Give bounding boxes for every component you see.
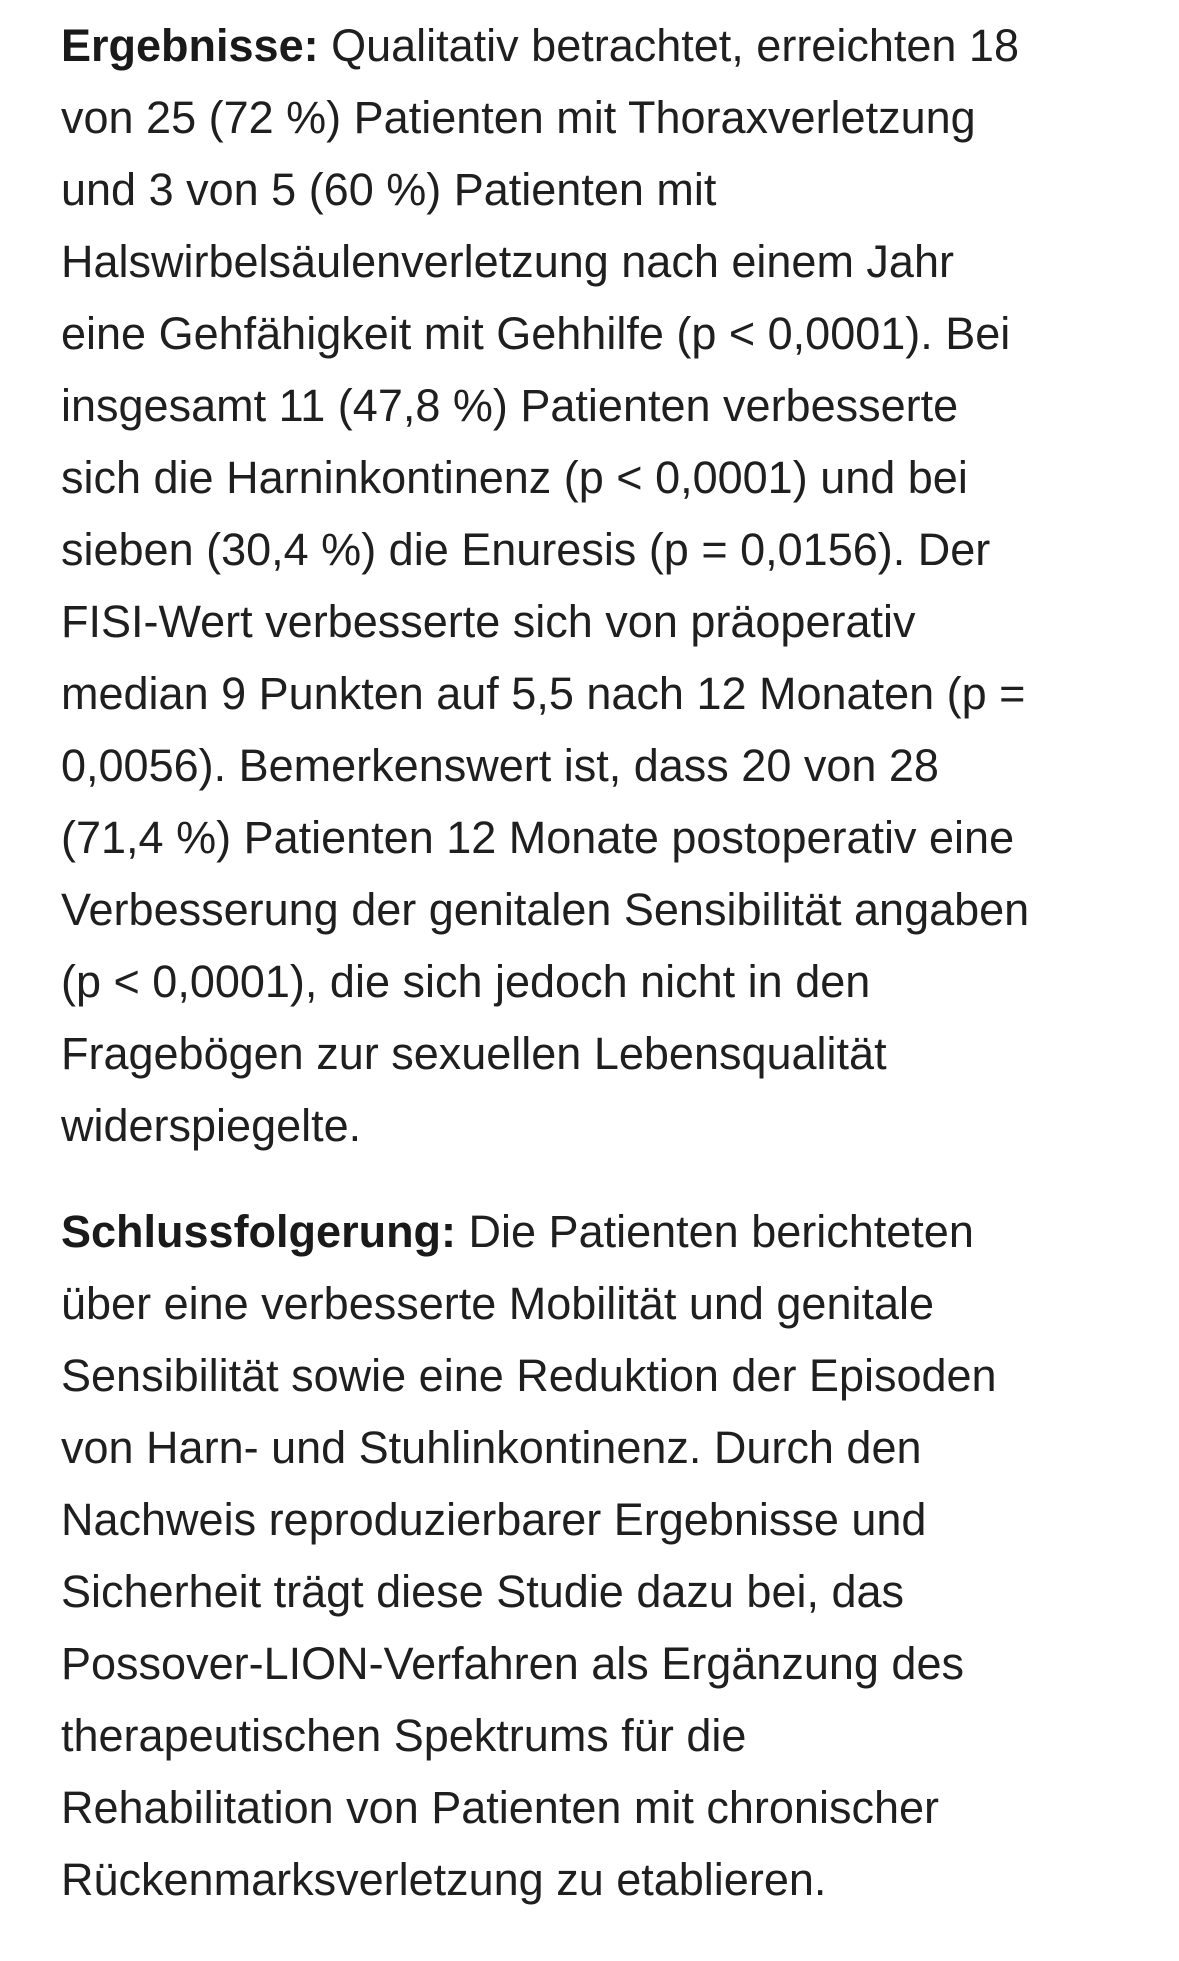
conclusion-line-9: Rehabilitation von Patienten mit chronischer [61,1782,939,1833]
conclusion-line-5: Nachweis reproduzierbarer Ergebnisse und [61,1494,927,1545]
text-line [61,10,1131,82]
results-line-6: insgesamt 11 (47,8 %) Patienten verbesserte [61,380,959,431]
results-label: Ergebnisse: [61,20,319,71]
results-line-10: median 9 Punkten auf 5,5 nach 12 Monaten (p = [61,668,1026,719]
results-paragraph [61,10,1131,1162]
conclusion-paragraph [61,1196,1131,1916]
results-line-7: sich die Harninkontinenz (p < 0,0001) und bei [61,452,968,503]
results-line-8: sieben (30,4 %) die Enuresis (p = 0,0156). Der [61,524,991,575]
results-line-2: von 25 (72 %) Patienten mit Thoraxverletzung [61,92,976,143]
results-line-5: eine Gehfähigkeit mit Gehhilfe (p < 0,0001). Bei [61,308,1011,359]
results-line-1: Qualitativ betrachtet, erreichten 18 [318,20,1019,71]
conclusion-line-6: Sicherheit trägt diese Studie dazu bei, das [61,1566,905,1617]
conclusion-line-3: Sensibilität sowie eine Reduktion der Episoden [61,1350,997,1401]
conclusion-label: Schlussfolgerung: [61,1206,457,1257]
results-line-11: 0,0056). Bemerkenswert ist, dass 20 von 28 [61,740,939,791]
document-body [61,10,1131,1916]
results-line-4: Halswirbelsäulenverletzung nach einem Jahr [61,236,954,287]
conclusion-line-1: Die Patienten berichteten [456,1206,974,1257]
results-line-13: Verbesserung der genitalen Sensibilität angaben [61,884,1030,935]
results-line-3: und 3 von 5 (60 %) Patienten mit [61,164,717,215]
conclusion-line-10: Rückenmarksverletzung zu etablieren. [61,1854,827,1905]
conclusion-line-2: über eine verbesserte Mobilität und genitale [61,1278,935,1329]
results-line-12: (71,4 %) Patienten 12 Monate postoperativ eine [61,812,1015,863]
results-line-15: Fragebögen zur sexuellen Lebensqualität [61,1028,887,1079]
results-line-14: (p < 0,0001), die sich jedoch nicht in den [61,956,871,1007]
text-line [61,1196,1131,1268]
results-line-9: FISI-Wert verbesserte sich von präoperativ [61,596,916,647]
conclusion-line-8: therapeutischen Spektrums für die [61,1710,747,1761]
conclusion-line-7: Possover-LION-Verfahren als Ergänzung des [61,1638,964,1689]
conclusion-line-4: von Harn- und Stuhlinkontinenz. Durch den [61,1422,922,1473]
results-line-16: widerspiegelte. [61,1100,362,1151]
